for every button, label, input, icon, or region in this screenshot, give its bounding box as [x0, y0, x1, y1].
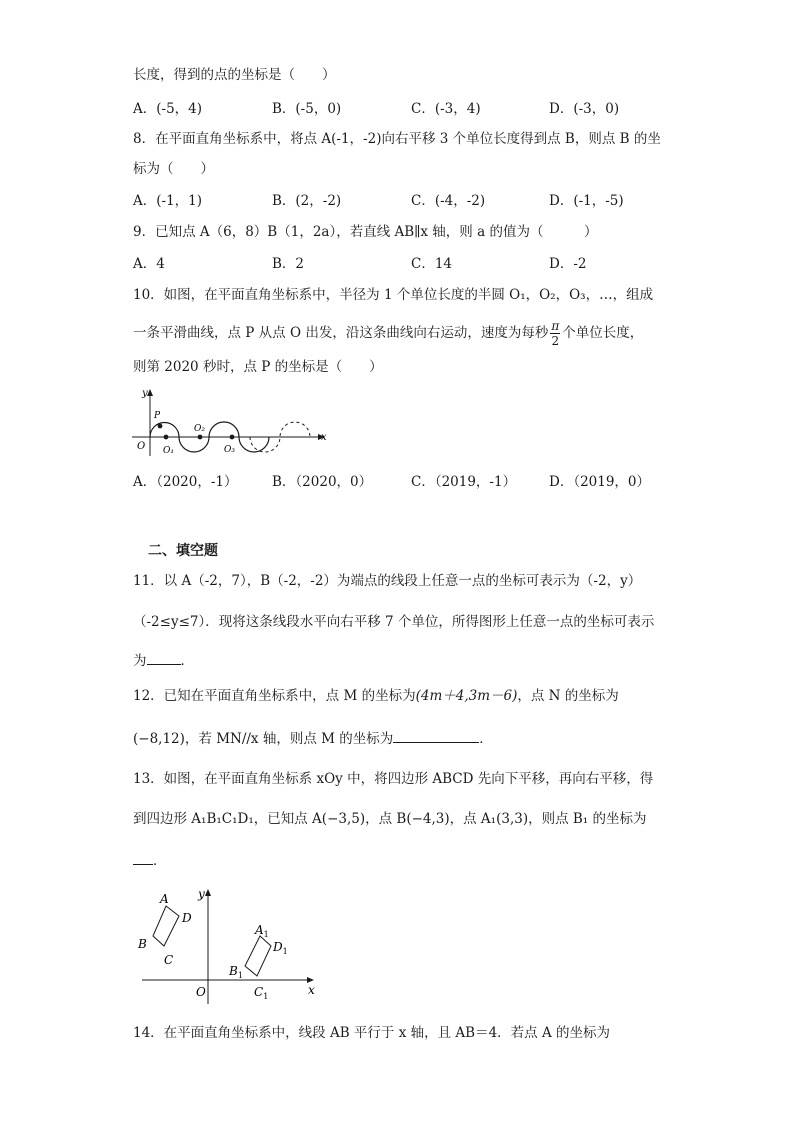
q10-option-c: C．（2019，-1） [411, 474, 517, 490]
q7-option-d: D．(-3，0) [549, 101, 620, 117]
q10-stem-line3: 则第 2020 秒时，点 P 的坐标是（ ） [133, 359, 383, 375]
label-x: x [308, 983, 315, 997]
pi-over-2-fraction [550, 319, 560, 348]
label-b1-sub: 1 [237, 971, 243, 980]
q10-line2-text-b: 个单位长度， [562, 325, 644, 341]
q12-stem-line1 [133, 687, 619, 705]
q9-stem: 9．已知点 A（6，8）B（1，2a），若直线 AB∥x 轴，则 a 的值为（ ） [133, 224, 598, 240]
label-b1-letter: B [229, 964, 238, 978]
q12-answer-blank [393, 728, 479, 743]
q11-line3-end: ． [180, 653, 194, 669]
q12-line1-text-b: ，点 N 的坐标为 [517, 688, 619, 704]
q10-stem-line1: 10．如图，在平面直角坐标系中，半径为 1 个单位长度的半圆 O₁，O₂，O₃，…，组成 [133, 287, 654, 303]
label-o: O [137, 441, 146, 452]
q11-answer-blank [147, 650, 181, 665]
label-d1-letter: D [273, 940, 283, 954]
q7-option-c: C．(-3，4) [411, 101, 481, 117]
q8-option-c: C．(-4，-2) [411, 193, 486, 209]
q9-option-a: A．4 [133, 256, 165, 272]
q7-stem: 长度，得到的点的坐标是（ ） [133, 67, 336, 83]
q11-stem-line1: 11．以 A（-2，7），B（-2，-2）为端点的线段上任意一点的坐标可表示为（-2，y） [133, 573, 642, 589]
label-d: D [182, 911, 192, 925]
q10-line2-text-a: 一条平滑曲线，点 P 从点 O 出发，沿这条曲线向右运动，速度为每秒 [133, 325, 549, 341]
q13-stem-line1: 13．如图，在平面直角坐标系 xOy 中，将四边形 ABCD 先向下平移，再向右平移，得 [133, 771, 654, 787]
point-o2 [198, 435, 203, 440]
q12-line2-end: ． [479, 731, 493, 747]
q10-option-d: D．（2019，0） [549, 474, 651, 490]
label-b: B [138, 937, 147, 951]
label-x: x [321, 432, 327, 443]
q7-option-b: B．(-5，0) [272, 101, 342, 117]
label-b1 [228, 964, 243, 980]
q9-option-c: C．14 [411, 256, 453, 272]
q14-stem-line1: 14．在平面直角坐标系中，线段 AB 平行于 x 轴，且 AB＝4．若点 A 的坐标为 [133, 1025, 611, 1041]
q8-option-b: B．(2，-2) [272, 193, 342, 209]
q7-option-a: A．(-5，4) [133, 101, 203, 117]
q12-m-coordinate-expr: (4m＋4,3m－6) [415, 688, 518, 704]
fraction-denominator: 2 [551, 334, 560, 348]
label-o1: O₁ [163, 446, 174, 456]
section-title-fill-in: 二、填空题 [148, 543, 218, 559]
q9-option-b: B．2 [272, 256, 305, 272]
q13-answer-blank [133, 850, 153, 865]
quadrilateral-abcd [153, 906, 179, 946]
q13-stem-line3 [133, 850, 167, 870]
q12-line1-text-a: 12．已知在平面直角坐标系中，点 M 的坐标为 [133, 688, 416, 704]
label-a1-sub: 1 [263, 930, 269, 939]
point-o1 [164, 435, 169, 440]
label-d1-sub: 1 [282, 947, 288, 956]
quadrilateral-a1b1c1d1 [245, 936, 271, 976]
label-a1-letter: A [255, 923, 264, 937]
q12-line2-text: ，若 MN//x 轴，则点 M 的坐标为 [184, 731, 394, 747]
q11-stem-line3 [133, 650, 194, 670]
q9-option-d: D．-2 [549, 256, 587, 272]
label-o: O [196, 985, 206, 999]
label-y: y [142, 388, 148, 399]
label-a: A [160, 892, 169, 906]
q10-option-a: A．（2020，-1） [133, 474, 238, 490]
label-a1 [254, 923, 269, 939]
point-o3 [230, 435, 235, 440]
label-c1-letter: C [254, 985, 264, 999]
label-p: P [154, 411, 161, 421]
q13-figure-quadrilaterals [134, 884, 324, 1008]
label-o2: O₂ [194, 424, 205, 434]
q13-line3-end: ． [153, 853, 167, 869]
q12-stem-line2 [133, 728, 493, 748]
q8-stem-line1: 8．在平面直角坐标系中，将点 A(-1，-2)向右平移 3 个单位长度得到点 B，则点 B 的坐 [133, 131, 661, 147]
y-axis-arrow [147, 389, 153, 396]
q8-option-a: A．(-1，1) [133, 193, 203, 209]
label-c1-sub: 1 [263, 992, 269, 1001]
q10-figure-semicircle-curve [128, 384, 333, 460]
y-axis-arrow [205, 889, 211, 896]
point-p [158, 424, 163, 429]
label-y: y [198, 887, 205, 901]
q10-stem-line2 [133, 316, 643, 350]
q11-stem-line2: （-2≤y≤7）．现将这条线段水平向右平移 7 个单位，所得图形上任意一点的坐标可表示 [133, 614, 655, 630]
q10-option-b: B．（2020，0） [272, 474, 373, 490]
q13-stem-line2: 到四边形 A₁B₁C₁D₁，已知点 A(−3,5)，点 B(−4,3)，点 A₁(3,3)，则点 B₁ 的坐标为 [133, 811, 647, 827]
label-c: C [164, 953, 174, 967]
label-c1 [254, 985, 268, 1001]
fraction-numerator: π [551, 319, 560, 333]
label-d1 [272, 940, 288, 956]
q11-line3-text: 为 [133, 653, 147, 669]
q8-stem-line2: 标为（ ） [133, 161, 214, 177]
label-o3: O₃ [224, 445, 235, 455]
q12-n-coordinate: (−8,12) [133, 731, 185, 747]
q8-option-d: D．(-1，-5) [549, 193, 624, 209]
